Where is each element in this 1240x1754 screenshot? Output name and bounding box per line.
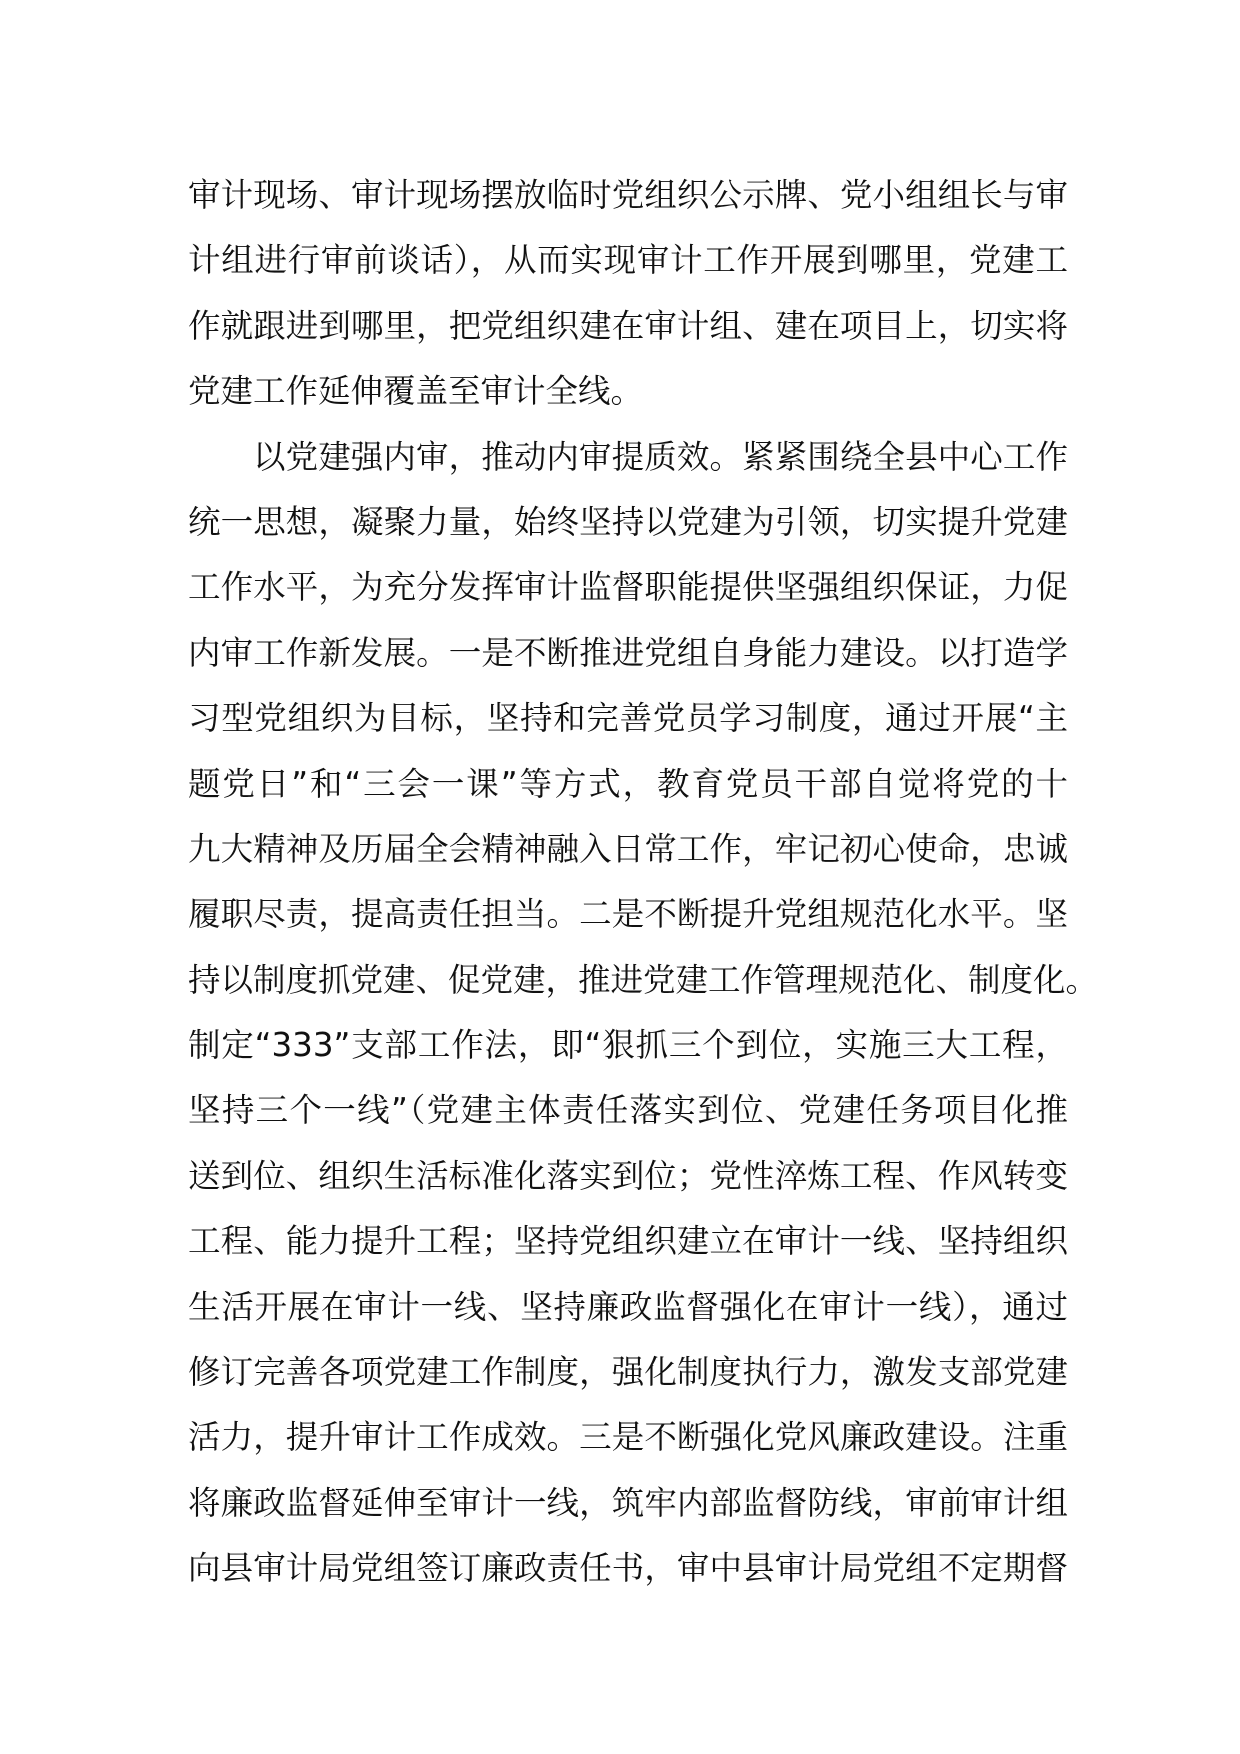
text-line: 制定“333”支部工作法，即“狠抓三个到位，实施三大工程， — [188, 1026, 1068, 1065]
text-line: 履职尽责，提高责任担当。二是不断提升党组规范化水平。坚 — [188, 895, 1068, 934]
document-body — [188, 163, 1099, 1602]
text-line: 作就跟进到哪里，把党组织建在审计组、建在项目上，切实将 — [188, 306, 1068, 345]
text-line: 将廉政监督延伸至审计一线，筑牢内部监督防线，审前审计组 — [188, 1483, 1068, 1522]
text-line: 内审工作新发展。一是不断推进党组自身能力建设。以打造学 — [188, 633, 1068, 672]
text-line: 统一思想，凝聚力量，始终坚持以党建为引领，切实提升党建 — [188, 502, 1068, 541]
text-line: 工作水平，为充分发挥审计监督职能提供坚强组织保证，力促 — [188, 568, 1068, 607]
text-line: 九大精神及历届全会精神融入日常工作，牢记初心使命，忠诚 — [188, 829, 1068, 868]
text-line: 坚持三个一线”（党建主体责任落实到位、党建任务项目化推 — [188, 1091, 1068, 1130]
text-line: 审计现场、审计现场摆放临时党组织公示牌、党小组组长与审 — [188, 176, 1068, 214]
text-line: 生活开展在审计一线、坚持廉政监督强化在审计一线），通过 — [188, 1287, 1068, 1326]
text-line: 党建工作延伸覆盖至审计全线。 — [188, 372, 644, 411]
text-line: 修订完善各项党建工作制度，强化制度执行力，激发支部党建 — [188, 1353, 1068, 1392]
text-line: 活力，提升审计工作成效。三是不断强化党风廉政建设。注重 — [188, 1418, 1068, 1457]
text-line: 习型党组织为目标，坚持和完善党员学习制度，通过开展“主 — [188, 699, 1068, 738]
text-line: 工程、能力提升工程；坚持党组织建立在审计一线、坚持组织 — [188, 1222, 1068, 1261]
text-line: 题党日”和“三会一课”等方式，教育党员干部自觉将党的十 — [188, 764, 1068, 803]
text-line: 计组进行审前谈话），从而实现审计工作开展到哪里，党建工 — [188, 241, 1068, 280]
text-line: 持以制度抓党建、促党建，推进党建工作管理规范化、制度化。 — [188, 960, 1099, 999]
text-line: 送到位、组织生活标准化落实到位；党性淬炼工程、作风转变 — [188, 1156, 1068, 1195]
paragraph-first-line: 以党建强内审，推动内审提质效。紧紧围绕全县中心工作 — [253, 437, 1068, 476]
text-line: 向县审计局党组签订廉政责任书，审中县审计局党组不定期督 — [188, 1549, 1068, 1588]
